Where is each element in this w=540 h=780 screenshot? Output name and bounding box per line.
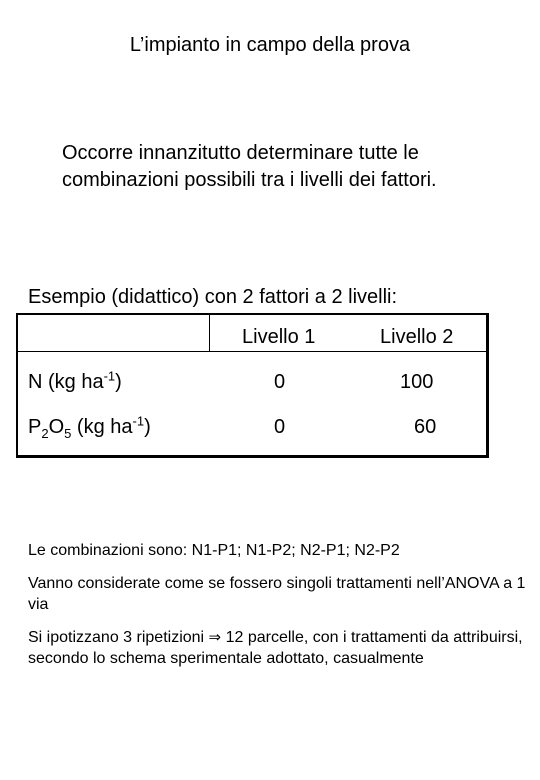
row-factor-p2o5-unit: (kg ha — [71, 416, 133, 438]
table-header-divider-vertical — [209, 315, 210, 351]
row-factor-p2o5 — [28, 414, 151, 440]
note-combinations: Le combinazioni sono: N1-P1; N1-P2; N2-P1; N2-P2 — [28, 542, 400, 559]
note-anova: Vanno considerate come se fossero singoli trattamenti nell’ANOVA a 1 via — [28, 575, 526, 613]
implies-arrow-icon: ⇒ — [208, 628, 222, 646]
row-n-level-2: 100 — [400, 371, 434, 393]
row-n-level-1: 0 — [274, 371, 286, 393]
row-factor-p-subscript: 2 — [41, 426, 49, 441]
row-p2o5-level-2: 60 — [414, 416, 437, 438]
note-replications-tail: 12 parcelle, con i trattamenti da attribuirsi, secondo lo schema sperimentale adottato, casualmente — [28, 629, 523, 667]
row-factor-n-close: ) — [115, 371, 122, 393]
row-factor-n — [28, 369, 122, 395]
example-heading: Esempio (didattico) con 2 fattori a 2 livelli: — [28, 286, 398, 308]
page-title: L’impianto in campo della prova — [129, 34, 411, 56]
intro-paragraph: Occorre innanzitutto determinare tutte le combinazioni possibili tra i livelli dei fattori. — [62, 142, 437, 191]
table-header-divider-horizontal — [18, 351, 486, 352]
row-factor-p2o5-exponent: -1 — [132, 413, 145, 429]
row-p2o5-level-1: 0 — [274, 416, 286, 438]
note-replications-lead: Si ipotizzano 3 ripetizioni — [28, 629, 209, 646]
row-factor-p2o5-close: ) — [144, 416, 151, 438]
header-level-2: Livello 2 — [380, 326, 454, 348]
row-factor-p-letter: P — [28, 416, 42, 438]
header-level-1: Livello 1 — [242, 326, 316, 348]
notes-section — [28, 540, 528, 681]
row-factor-n-text: N (kg ha — [28, 371, 104, 393]
note-replications — [28, 627, 528, 669]
row-factor-o-letter: O — [48, 416, 65, 438]
row-factor-n-exponent: -1 — [103, 368, 116, 384]
row-factor-o-subscript: 5 — [64, 426, 72, 441]
factor-levels-table — [16, 313, 489, 458]
